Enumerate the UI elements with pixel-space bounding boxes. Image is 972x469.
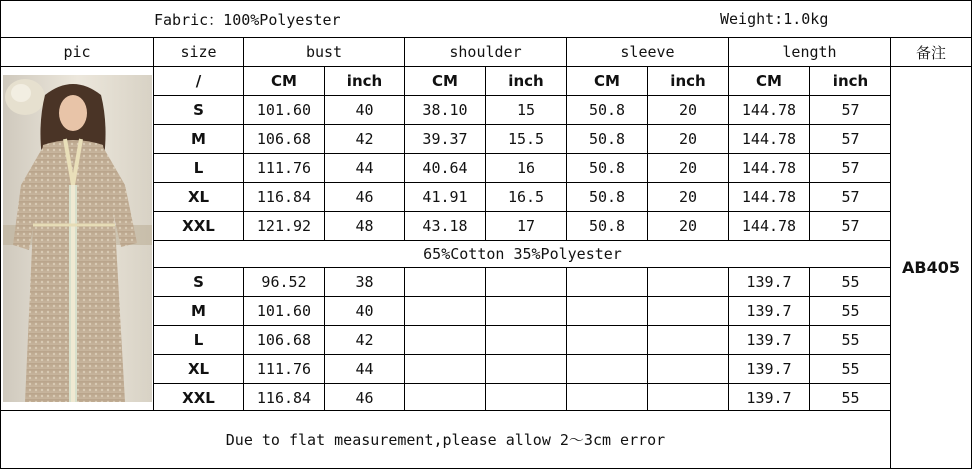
table-cell: 20 bbox=[647, 95, 729, 125]
table-cell bbox=[566, 354, 648, 384]
col-note: 备注 bbox=[890, 37, 972, 67]
table-cell: 17 bbox=[485, 211, 567, 241]
unit-inch: inch bbox=[485, 66, 567, 96]
table-cell bbox=[566, 296, 648, 326]
table-cell bbox=[647, 383, 729, 413]
table-cell: 50.8 bbox=[566, 95, 648, 125]
table-cell bbox=[647, 296, 729, 326]
table-cell bbox=[404, 267, 486, 297]
table-cell: 139.7 bbox=[728, 383, 810, 413]
model-photo-image bbox=[3, 75, 152, 402]
table-cell: 50.8 bbox=[566, 124, 648, 154]
table-cell: 42 bbox=[324, 124, 405, 154]
table-cell: 96.52 bbox=[243, 267, 325, 297]
product-code: AB405 bbox=[902, 258, 960, 277]
table-cell: 16.5 bbox=[485, 182, 567, 212]
table-cell: 55 bbox=[809, 267, 892, 297]
size-cell: S bbox=[153, 95, 244, 125]
table-cell bbox=[485, 383, 567, 413]
unit-cm: CM bbox=[243, 66, 325, 96]
unit-cm: CM bbox=[566, 66, 648, 96]
unit-cm: CM bbox=[728, 66, 810, 96]
table-cell bbox=[566, 325, 648, 355]
size-cell: L bbox=[153, 153, 244, 183]
table-cell: 111.76 bbox=[243, 354, 325, 384]
size-cell: XXL bbox=[153, 383, 244, 413]
table-cell bbox=[404, 296, 486, 326]
size-cell: M bbox=[153, 124, 244, 154]
table-cell: 46 bbox=[324, 383, 405, 413]
table-cell: 116.84 bbox=[243, 383, 325, 413]
footer-note-cell bbox=[0, 410, 891, 469]
table-cell: 44 bbox=[324, 153, 405, 183]
table-cell: 57 bbox=[809, 211, 892, 241]
col-pic: pic bbox=[0, 37, 154, 67]
table-cell: 57 bbox=[809, 153, 892, 183]
table-cell: 42 bbox=[324, 325, 405, 355]
table-cell: 55 bbox=[809, 383, 892, 413]
table-cell: 106.68 bbox=[243, 325, 325, 355]
table-cell: 139.7 bbox=[728, 267, 810, 297]
table-cell: 40 bbox=[324, 95, 405, 125]
table-cell bbox=[566, 383, 648, 413]
product-photo bbox=[3, 75, 152, 402]
material-row: 65%Cotton 35%Polyester bbox=[153, 240, 892, 268]
table-cell: 15 bbox=[485, 95, 567, 125]
table-cell: 38 bbox=[324, 267, 405, 297]
table-cell: 55 bbox=[809, 354, 892, 384]
table-cell bbox=[485, 267, 567, 297]
table-cell: 50.8 bbox=[566, 153, 648, 183]
table-cell: 101.60 bbox=[243, 95, 325, 125]
table-cell: 144.78 bbox=[728, 182, 810, 212]
table-cell bbox=[404, 325, 486, 355]
table-cell: 139.7 bbox=[728, 354, 810, 384]
table-cell: 16 bbox=[485, 153, 567, 183]
size-cell: XL bbox=[153, 182, 244, 212]
weight-label: Weight:1.0kg bbox=[720, 10, 829, 28]
table-cell: 144.78 bbox=[728, 211, 810, 241]
table-cell bbox=[566, 267, 648, 297]
table-cell: 43.18 bbox=[404, 211, 486, 241]
table-cell: 121.92 bbox=[243, 211, 325, 241]
table-cell: 20 bbox=[647, 153, 729, 183]
table-cell bbox=[485, 296, 567, 326]
table-cell bbox=[404, 383, 486, 413]
size-cell: XL bbox=[153, 354, 244, 384]
table-cell: 46 bbox=[324, 182, 405, 212]
unit-inch: inch bbox=[324, 66, 405, 96]
table-cell: 20 bbox=[647, 124, 729, 154]
table-cell bbox=[647, 354, 729, 384]
table-cell: 41.91 bbox=[404, 182, 486, 212]
col-bust: bust bbox=[243, 37, 405, 67]
table-cell: 116.84 bbox=[243, 182, 325, 212]
table-cell: 57 bbox=[809, 95, 892, 125]
table-cell: 144.78 bbox=[728, 124, 810, 154]
table-cell: 50.8 bbox=[566, 211, 648, 241]
col-size: size bbox=[153, 37, 244, 67]
table-cell bbox=[647, 267, 729, 297]
table-cell: 50.8 bbox=[566, 182, 648, 212]
table-cell: 106.68 bbox=[243, 124, 325, 154]
fabric-text: Fabric：100%Polyester bbox=[154, 10, 341, 29]
table-cell: 101.60 bbox=[243, 296, 325, 326]
table-cell: 144.78 bbox=[728, 153, 810, 183]
table-cell: 44 bbox=[324, 354, 405, 384]
footer-note: Due to flat measurement,please allow 2～3cm error bbox=[225, 431, 666, 449]
col-shoulder: shoulder bbox=[404, 37, 567, 67]
size-cell: L bbox=[153, 325, 244, 355]
table-cell: 40 bbox=[324, 296, 405, 326]
table-cell: 111.76 bbox=[243, 153, 325, 183]
table-cell: 20 bbox=[647, 211, 729, 241]
unit-inch: inch bbox=[647, 66, 729, 96]
size-cell: M bbox=[153, 296, 244, 326]
table-cell: 139.7 bbox=[728, 325, 810, 355]
table-cell: 20 bbox=[647, 182, 729, 212]
table-cell bbox=[647, 325, 729, 355]
table-cell bbox=[485, 325, 567, 355]
table-cell: 144.78 bbox=[728, 95, 810, 125]
table-cell: 57 bbox=[809, 124, 892, 154]
table-cell bbox=[485, 354, 567, 384]
table-cell: 40.64 bbox=[404, 153, 486, 183]
table-cell: 139.7 bbox=[728, 296, 810, 326]
col-sleeve: sleeve bbox=[566, 37, 729, 67]
size-cell: XXL bbox=[153, 211, 244, 241]
col-length: length bbox=[728, 37, 891, 67]
table-cell: 55 bbox=[809, 296, 892, 326]
table-cell: 57 bbox=[809, 182, 892, 212]
table-cell: 38.10 bbox=[404, 95, 486, 125]
size-cell: S bbox=[153, 267, 244, 297]
product-code-cell bbox=[890, 66, 972, 469]
unit-slash: / bbox=[153, 66, 244, 96]
table-cell: 15.5 bbox=[485, 124, 567, 154]
table-cell: 55 bbox=[809, 325, 892, 355]
unit-cm: CM bbox=[404, 66, 486, 96]
table-cell: 39.37 bbox=[404, 124, 486, 154]
table-cell bbox=[404, 354, 486, 384]
unit-inch: inch bbox=[809, 66, 892, 96]
table-cell: 48 bbox=[324, 211, 405, 241]
